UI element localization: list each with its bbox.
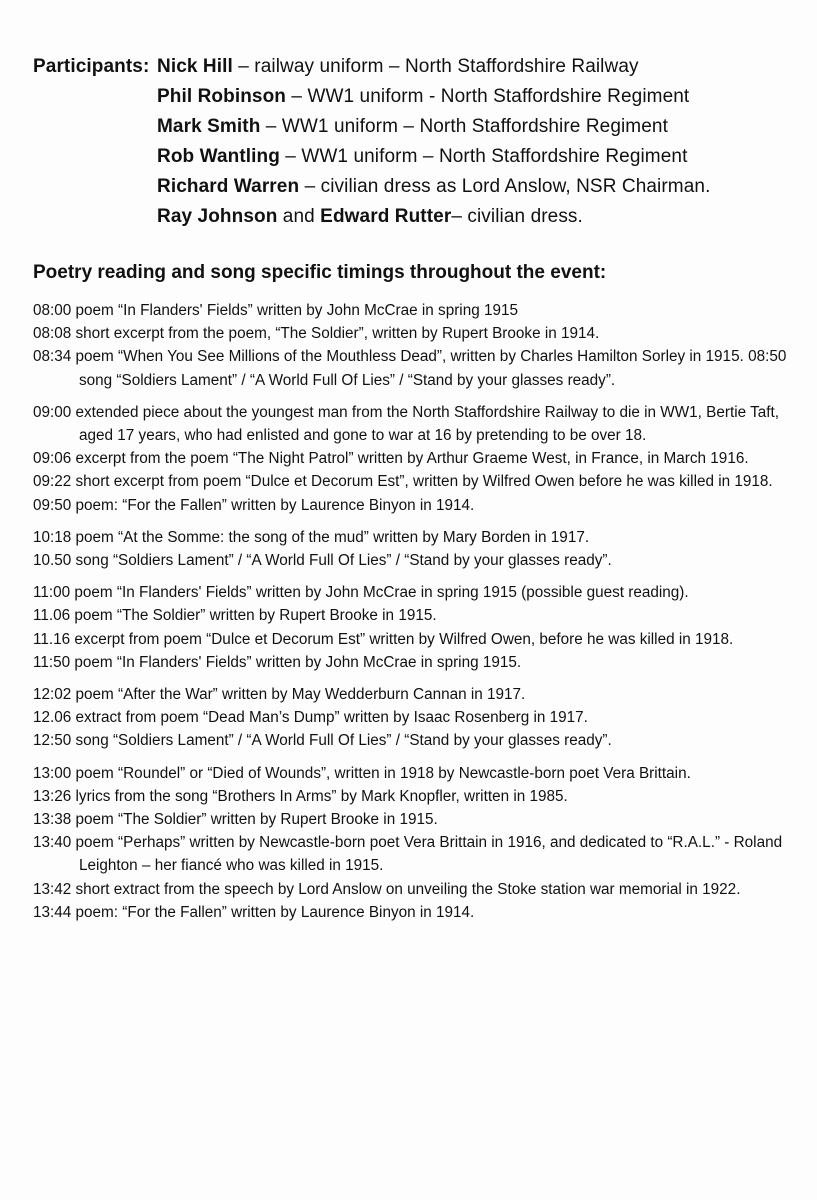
timing-group-1200 xyxy=(33,683,803,753)
timing-group-1100 xyxy=(33,581,803,674)
participant-name: Richard Warren xyxy=(157,176,300,197)
timing-entry: 10.50 song “Soldiers Lament” / “A World Full Of Lies” / “Stand by your glasses ready”. xyxy=(33,552,612,570)
timing-group-1000 xyxy=(33,526,803,572)
participant-role: – WW1 uniform – North Staffordshire Regiment xyxy=(260,116,668,137)
participant-row xyxy=(33,202,710,232)
timing-entry: 08:08 short excerpt from the poem, “The Soldier”, written by Rupert Brooke in 1914. xyxy=(33,325,600,343)
timing-entry: 10:18 poem “At the Somme: the song of the mud” written by Mary Borden in 1917. xyxy=(33,528,590,546)
timing-entry: 11:00 poem “In Flanders' Fields” written by John McCrae in spring 1915 (possible guest reading). xyxy=(33,584,689,602)
timing-entry: 12:02 poem “After the War” written by May Wedderburn Cannan in 1917. xyxy=(33,686,526,704)
timing-entry: 08:34 poem “When You See Millions of the Mouthless Dead”, written by Charles Hamilton Sorley in 1915. 08:50 song “Soldiers Lament” / “A World Full Of Lies” / “Stand by your glasses ready”. xyxy=(33,348,787,389)
participant-name: Edward Rutter xyxy=(320,206,452,227)
participants-label: Participants: xyxy=(33,56,150,77)
timing-entry: 12.06 extract from poem “Dead Man’s Dump” written by Isaac Rosenberg in 1917. xyxy=(33,709,588,727)
timing-group-1300 xyxy=(33,762,803,924)
timing-group-0900 xyxy=(33,401,803,517)
participant-name: Phil Robinson xyxy=(157,86,287,107)
timing-entry: 11:50 poem “In Flanders' Fields” written by John McCrae in spring 1915. xyxy=(33,653,522,671)
timing-entry: 13:42 short extract from the speech by Lord Anslow on unveiling the Stoke station war memorial in 1922. xyxy=(33,880,741,898)
timings-list xyxy=(33,299,803,933)
timing-entry: 11.06 poem “The Soldier” written by Rupert Brooke in 1915. xyxy=(33,607,437,625)
participant-role: – WW1 uniform – North Staffordshire Regiment xyxy=(279,146,688,167)
timings-heading: Poetry reading and song specific timings throughout the event: xyxy=(33,262,607,283)
participant-row xyxy=(33,112,710,142)
participant-role: – railway uniform – North Staffordshire Railway xyxy=(232,56,639,77)
participant-name: Mark Smith xyxy=(157,116,261,137)
participant-role: – civilian dress. xyxy=(451,206,583,227)
participant-role: – WW1 uniform - North Staffordshire Regiment xyxy=(286,86,690,107)
participant-name: Ray Johnson xyxy=(157,206,278,227)
timing-entry: 09:22 short excerpt from poem “Dulce et Decorum Est”, written by Wilfred Owen before he was killed in 1918. xyxy=(33,473,773,491)
timing-entry: 13:44 poem: “For the Fallen” written by Laurence Binyon in 1914. xyxy=(33,903,475,921)
timing-entry: 12:50 song “Soldiers Lament” / “A World Full Of Lies” / “Stand by your glasses ready”. xyxy=(33,732,612,750)
timing-entry: 08:00 poem “In Flanders' Fields” written by John McCrae in spring 1915 xyxy=(33,302,519,319)
participant-name: Rob Wantling xyxy=(157,146,280,167)
timing-entry: 11.16 excerpt from poem “Dulce et Decorum Est” written by Wilfred Owen, before he was killed in 1918. xyxy=(33,630,734,648)
participant-joiner: and xyxy=(277,206,321,227)
timing-entry: 13:00 poem “Roundel” or “Died of Wounds”, written in 1918 by Newcastle-born poet Vera Brittain. xyxy=(33,764,691,782)
participant-name: Nick Hill xyxy=(157,56,233,77)
participant-row xyxy=(33,142,710,172)
timing-entry: 13:40 poem “Perhaps” written by Newcastle-born poet Vera Brittain in 1916, and dedicated to “R.A.L.” - Roland Leighton – her fiancé who was killed in 1915. xyxy=(33,834,783,875)
participant-row xyxy=(33,52,710,82)
participant-row xyxy=(33,172,710,202)
timing-entry: 09:50 poem: “For the Fallen” written by Laurence Binyon in 1914. xyxy=(33,496,475,514)
participant-row xyxy=(33,82,710,112)
participant-role: – civilian dress as Lord Anslow, NSR Chairman. xyxy=(299,176,711,197)
timing-entry: 13:38 poem “The Soldier” written by Rupert Brooke in 1915. xyxy=(33,811,438,829)
timing-entry: 09:06 excerpt from the poem “The Night Patrol” written by Arthur Graeme West, in France, in March 1916. xyxy=(33,450,749,468)
timing-entry: 13:26 lyrics from the song “Brothers In Arms” by Mark Knopfler, written in 1985. xyxy=(33,787,568,805)
participants-list xyxy=(33,52,710,232)
timing-entry: 09:00 extended piece about the youngest man from the North Staffordshire Railway to die in WW1, Bertie Taft, aged 17 years, who had enlisted and gone to war at 16 by pretending to be over 18. xyxy=(33,403,779,445)
timing-group-0800 xyxy=(33,299,803,392)
